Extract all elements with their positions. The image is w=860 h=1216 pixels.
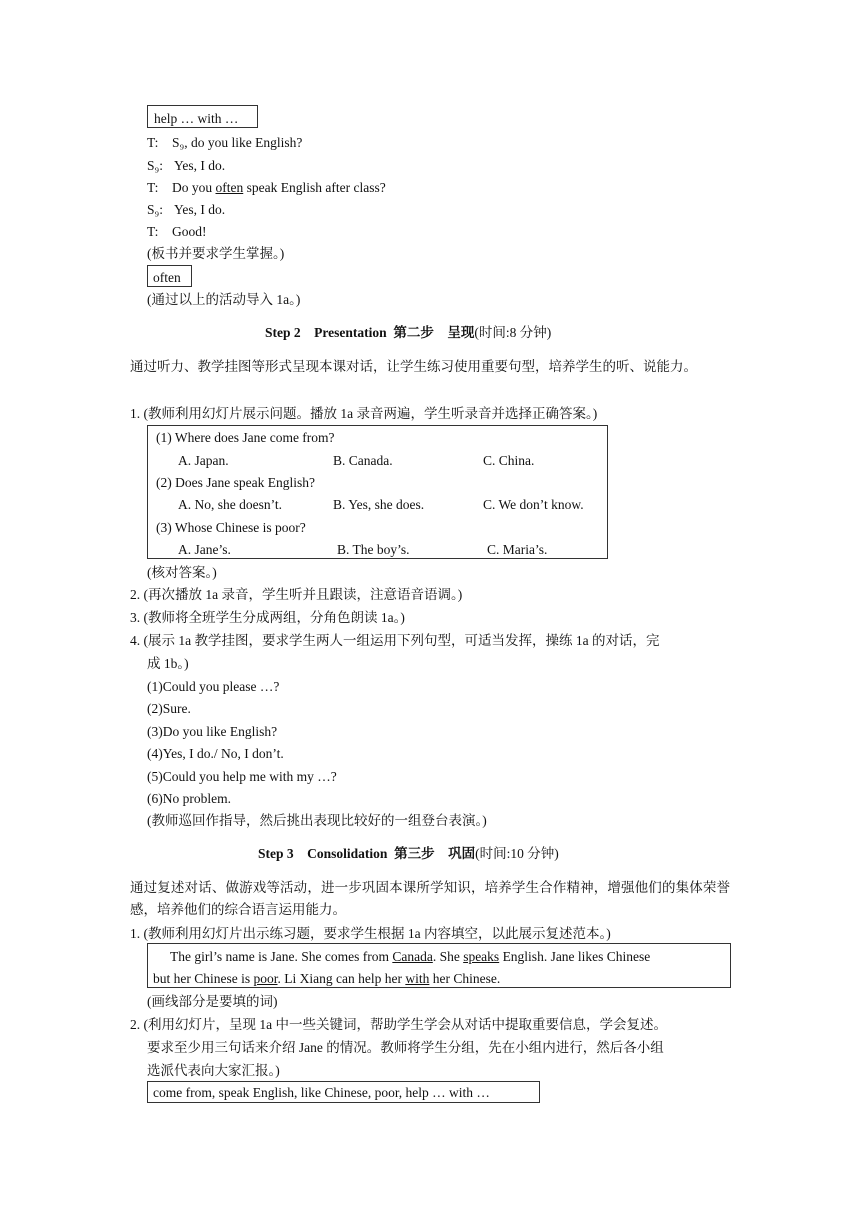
- step3-intro: 通过复述对话、做游戏等活动，进一步巩固本课所学知识，培养学生合作精神，增强他们的集体荣誉感，培养他们的综合语言运用能力。: [130, 880, 730, 917]
- pattern: (3)Do you like English?: [147, 724, 278, 739]
- step2-item3: 3. (教师将全班学生分成两组，分角色朗读 1a。): [130, 610, 405, 625]
- option-b: B. Yes, she does.: [333, 497, 425, 512]
- retell-text: her Chinese.: [429, 971, 501, 986]
- pattern: (6)No problem.: [147, 791, 231, 806]
- dialog-line: [172, 179, 386, 197]
- blank-word: with: [405, 971, 430, 986]
- option-a: A. Jane’s.: [178, 542, 231, 557]
- retell-line1: [170, 948, 650, 966]
- retell-text: The girl’s name is Jane. She comes from: [170, 949, 393, 964]
- pattern: (5)Could you help me with my …?: [147, 769, 337, 784]
- option-a: A. No, she doesn’t.: [178, 497, 282, 512]
- step3-item2-line3: 选派代表向大家汇报。): [147, 1063, 280, 1078]
- question: (3) Whose Chinese is poor?: [156, 520, 306, 535]
- underlined-word: often: [215, 180, 244, 195]
- step2-item4-line1: 4. (展示 1a 教学挂图，要求学生两人一组运用下列句型，可适当发挥，操练 1a 的对话，完: [130, 633, 660, 648]
- pattern: (1)Could you please …?: [147, 679, 280, 694]
- step2-item1: 1. (教师利用幻灯片展示问题。播放 1a 录音两遍，学生听录音并选择正确答案。): [130, 406, 598, 421]
- dialog-text-post: speak English after class?: [243, 180, 386, 195]
- step3-time: (时间:10 分钟): [475, 846, 559, 861]
- retell-text: . She: [432, 949, 464, 964]
- note-board: (板书并要求学生掌握。): [147, 246, 285, 261]
- option-b: B. Canada.: [333, 453, 393, 468]
- retell-text: English. Jane likes Chinese: [499, 949, 651, 964]
- keywords-text: come from, speak English, like Chinese, poor, help … with …: [153, 1085, 490, 1100]
- step2-item2: 2. (再次播放 1a 录音，学生听并且跟读，注意语音语调。): [130, 587, 463, 602]
- step3-item2-line2: 要求至少用三句话来介绍 Jane 的情况。教师将学生分组，先在小组内进行，然后各小组: [147, 1040, 664, 1055]
- step2-title: Step 2 Presentation 第二步 呈现: [265, 325, 475, 340]
- step3-title: Step 3 Consolidation 第三步 巩固: [258, 846, 476, 861]
- retell-text: but her Chinese is: [153, 971, 254, 986]
- retell-text: . Li Xiang can help her: [277, 971, 406, 986]
- pattern: (4)Yes, I do./ No, I don’t.: [147, 746, 284, 761]
- dialog-line: S₉, do you like English?: [172, 135, 303, 150]
- dialog-speaker: S₉:: [147, 158, 163, 173]
- pattern: (2)Sure.: [147, 701, 191, 716]
- dialog-line: Good!: [172, 224, 207, 239]
- often-text: often: [153, 270, 181, 285]
- question: (2) Does Jane speak English?: [156, 475, 315, 490]
- step3-heading: [258, 845, 559, 863]
- dialog-line: Yes, I do.: [174, 158, 226, 173]
- option-c: C. Maria’s.: [487, 542, 548, 557]
- step3-item1: 1. (教师利用幻灯片出示练习题，要求学生根据 1a 内容填空，以此展示复述范本。): [130, 926, 611, 941]
- note-perform: (教师巡回作指导，然后挑出表现比较好的一组登台表演。): [147, 813, 487, 828]
- option-c: C. China.: [483, 453, 535, 468]
- dialog-speaker: T:: [147, 224, 159, 239]
- dialog-speaker: S₉:: [147, 202, 163, 217]
- option-a: A. Japan.: [178, 453, 229, 468]
- dialog-text-pre: Do you: [172, 180, 216, 195]
- step2-intro: 通过听力、教学挂图等形式呈现本课对话，让学生练习使用重要句型，培养学生的听、说能力。: [130, 359, 697, 374]
- blank-word: Canada: [392, 949, 433, 964]
- option-b: B. The boy’s.: [337, 542, 410, 557]
- blank-word: poor: [253, 971, 278, 986]
- option-c: C. We don’t know.: [483, 497, 584, 512]
- step2-item4-line2: 成 1b。): [147, 656, 189, 671]
- note-intro: (通过以上的活动导入 1a。): [147, 292, 301, 307]
- dialog-line: Yes, I do.: [174, 202, 226, 217]
- blank-word: speaks: [463, 949, 500, 964]
- retell-line2: [153, 970, 500, 988]
- question: (1) Where does Jane come from?: [156, 430, 335, 445]
- step2-time: (时间:8 分钟): [474, 325, 552, 340]
- note-underline: (画线部分是要填的词): [147, 994, 278, 1009]
- dialog-speaker: T:: [147, 180, 159, 195]
- dialog-speaker: T:: [147, 135, 159, 150]
- step3-item2-line1: 2. (利用幻灯片，呈现 1a 中一些关键词，帮助学生学会从对话中提取重要信息，学会复述。: [130, 1017, 667, 1032]
- help-with-text: help … with …: [154, 111, 239, 126]
- step2-heading: [265, 324, 551, 342]
- check-note: (核对答案。): [147, 565, 217, 580]
